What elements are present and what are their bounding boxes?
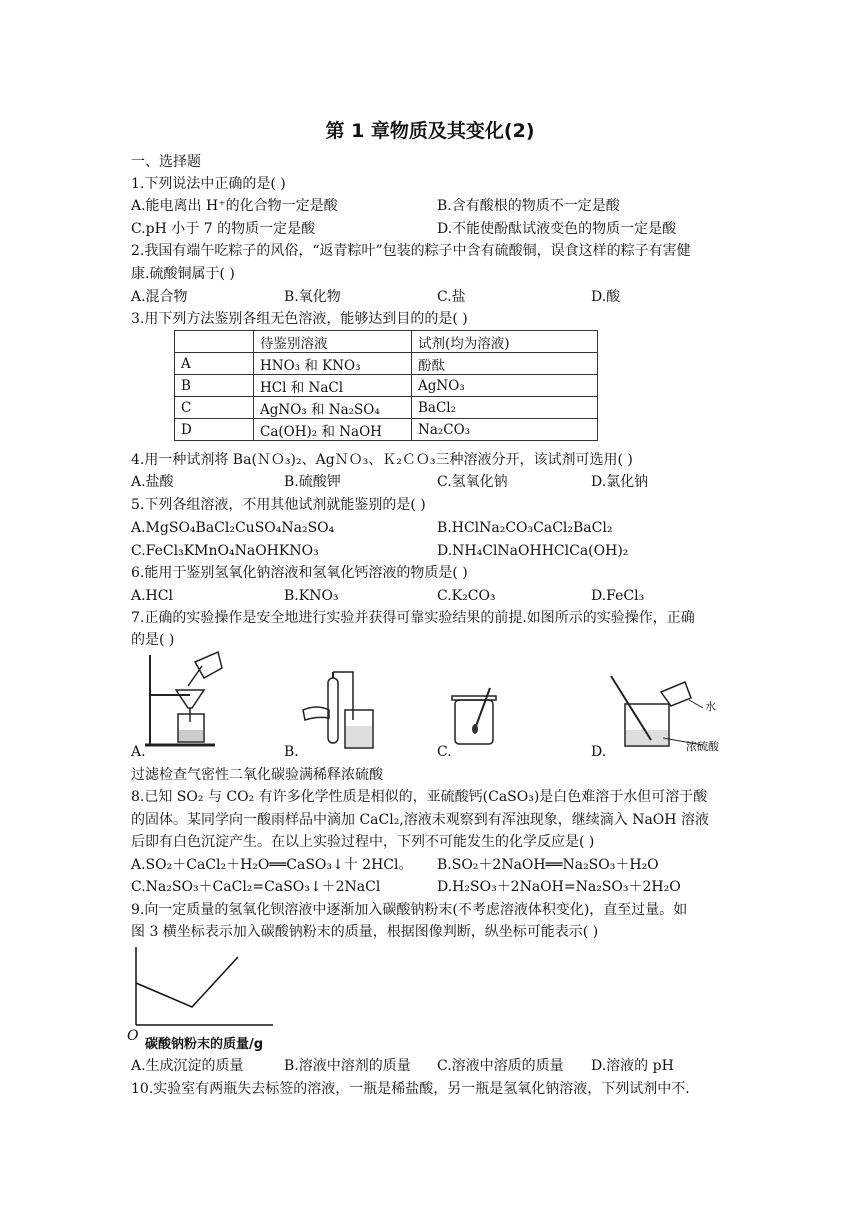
q5-option-c: C.FeCl₃KMnO₄NaOHKNO₃ xyxy=(131,543,319,559)
q1-option-b: B.含有酸根的物质不一定是酸 xyxy=(437,198,620,214)
q9-option-d: D.溶液的 pH xyxy=(591,1058,674,1074)
q8-option-d: D.H₂SO₃＋2NaOH=Na₂SO₃＋2H₂O xyxy=(437,879,681,895)
q5-option-a: A.MgSO₄BaCl₂CuSO₄Na₂SO₄ xyxy=(131,520,335,536)
table-cell: HNO₃ 和 KNO₃ xyxy=(254,353,412,375)
q7-stem-line1: 7.正确的实验操作是安全地进行实验并获得可靠实验结果的前提.如图所示的实验操作，正确 xyxy=(131,610,695,626)
table-cell: 酚酞 xyxy=(412,353,598,375)
q1-stem: 1.下列说法中正确的是( ) xyxy=(131,176,286,192)
q6-option-c: C.K₂CO₃ xyxy=(437,588,496,604)
q9-stem-line1: 9.向一定质量的氢氧化钡溶液中逐渐加入碳酸钠粉末(不考虑溶液体积变化)，直至过量。如 xyxy=(131,902,688,918)
q2-option-c: C.盐 xyxy=(437,289,466,305)
table-header-row xyxy=(175,331,598,353)
q9-graph xyxy=(128,945,278,1030)
q7-stem-line2: 的是( ) xyxy=(131,632,175,648)
q2-option-d: D.酸 xyxy=(591,289,621,305)
q7-option-a: A. xyxy=(131,744,146,760)
q7-option-b: B. xyxy=(284,744,299,760)
q4-option-b: B.硫酸钾 xyxy=(284,474,341,490)
q4-option-c: C.氢氧化钠 xyxy=(437,474,508,490)
q5-option-d: D.NH₄ClNaOHHClCa(OH)₂ xyxy=(437,543,629,559)
graph-x-label: 碳酸钠粉末的质量/g xyxy=(145,1037,264,1052)
filtration-figure xyxy=(140,650,225,750)
table-header-cell xyxy=(175,331,254,353)
fig-water-label: 水 xyxy=(705,700,716,713)
table-cell: D xyxy=(175,419,254,441)
table-header-cell: 试剂(均为溶液) xyxy=(412,331,598,353)
section-heading: 一、选择题 xyxy=(131,154,201,170)
q4-stem: 4.用一种试剂将 Ba(ＮＯ₃)₂、AgＮＯ₃、Ｋ₂ＣＯ₃三种溶液分开，该试剂可选用( ) xyxy=(131,452,633,468)
q6-option-b: B.KNO₃ xyxy=(284,588,339,604)
q3-table xyxy=(174,330,598,441)
q1-option-a: A.能电离出 H⁺的化合物一定是酸 xyxy=(131,198,338,214)
q1-option-d: D.不能使酚酞试液变色的物质一定是酸 xyxy=(437,221,677,237)
table-row xyxy=(175,397,598,419)
table-cell: AgNO₃ 和 Na₂SO₄ xyxy=(254,397,412,419)
q8-option-a: A.SO₂＋CaCl₂＋H₂O══CaSO₃↓十 2HCl。 xyxy=(131,857,413,873)
q8-option-c: C.Na₂SO₃＋CaCl₂=CaSO₃↓＋2NaCl xyxy=(131,879,381,895)
q9-option-a: A.生成沉淀的质量 xyxy=(131,1058,244,1074)
graph-curve xyxy=(136,957,238,1007)
table-cell: A xyxy=(175,353,254,375)
page-title: 第 1 章物质及其变化(2) xyxy=(325,120,535,142)
table-header-cell: 待鉴别溶液 xyxy=(254,331,412,353)
q2-stem-line1: 2.我国有端午吃粽子的风俗，“返青粽叶”包装的粽子中含有硫酸铜，误食这样的粽子有害健 xyxy=(131,243,691,259)
q5-stem: 5.下列各组溶液，不用其他试剂就能鉴别的是( ) xyxy=(131,497,426,513)
q6-option-d: D.FeCl₃ xyxy=(591,588,645,604)
q10-stem-line1: 10.实验室有两瓶失去标签的溶液，一瓶是稀盐酸，另一瓶是氢氧化钠溶液，下列试剂中不. xyxy=(131,1081,690,1097)
table-row xyxy=(175,375,598,397)
q9-option-c: C.溶液中溶质的质量 xyxy=(437,1058,564,1074)
q9-stem-line2: 图 3 横坐标表示加入碳酸钠粉末的质量，根据图像判断，纵坐标可能表示( ) xyxy=(131,924,599,940)
gas-jar-figure xyxy=(450,686,505,750)
q2-option-a: A.混合物 xyxy=(131,289,188,305)
table-row xyxy=(175,419,598,441)
q6-stem: 6.能用于鉴别氢氧化钠溶液和氢氧化钙溶液的物质是( ) xyxy=(131,565,468,581)
q7-captions: 过滤检查气密性二氧化碳验满稀释浓硫酸 xyxy=(131,767,383,783)
fig-acid-label: 浓硫酸 xyxy=(686,740,719,753)
q7-option-d: D. xyxy=(591,744,607,760)
airtightness-figure xyxy=(295,670,380,755)
q6-option-a: A.HCl xyxy=(131,588,173,604)
q4-option-d: D.氯化钠 xyxy=(591,474,649,490)
q8-stem-line2: 的固体。某同学向一酸雨样品中滴加 CaCl₂,溶液未观察到有浑浊现象，继续滴入 NaOH 溶液 xyxy=(131,812,709,828)
q3-stem: 3.用下列方法鉴别各组无色溶液，能够达到目的的是( ) xyxy=(131,311,468,327)
table-cell: Na₂CO₃ xyxy=(412,419,598,441)
table-cell: BaCl₂ xyxy=(412,397,598,419)
q7-option-c: C. xyxy=(437,744,452,760)
q4-option-a: A.盐酸 xyxy=(131,474,174,490)
table-row xyxy=(175,353,598,375)
table-cell: HCl 和 NaCl xyxy=(254,375,412,397)
q5-option-b: B.HClNa₂CO₃CaCl₂BaCl₂ xyxy=(437,520,613,536)
graph-origin: O xyxy=(127,1028,139,1044)
table-cell: B xyxy=(175,375,254,397)
table-cell: C xyxy=(175,397,254,419)
q8-option-b: B.SO₂＋2NaOH══Na₂SO₃＋H₂O xyxy=(437,857,659,873)
q2-stem-line2: 康.硫酸铜属于( ) xyxy=(131,266,235,282)
table-cell: AgNO₃ xyxy=(412,375,598,397)
q9-option-b: B.溶液中溶剂的质量 xyxy=(284,1058,411,1074)
q8-stem-line1: 8.已知 SO₂ 与 CO₂ 有许多化学性质是相似的，亚硫酸钙(CaSO₃)是白色难溶于水但可溶于酸 xyxy=(131,789,708,805)
q1-option-c: C.pH 小于 7 的物质一定是酸 xyxy=(131,221,316,237)
table-cell: Ca(OH)₂ 和 NaOH xyxy=(254,419,412,441)
q2-option-b: B.氧化物 xyxy=(284,289,341,305)
q8-stem-line3: 后即有白色沉淀产生。在以上实验过程中，下列不可能发生的化学反应是( ) xyxy=(131,834,595,850)
